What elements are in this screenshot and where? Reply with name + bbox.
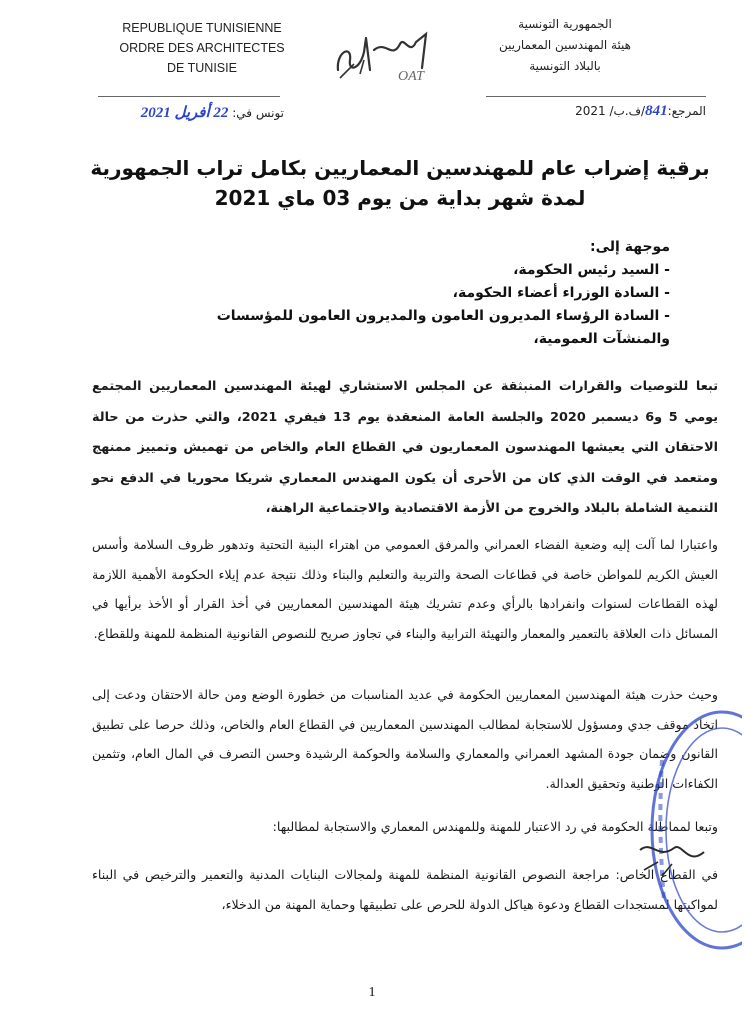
addressees-block	[150, 236, 670, 351]
signature-oat-text: OAT	[398, 69, 424, 84]
header-arabic-block	[470, 14, 660, 77]
header-fr-line-1: REPUBLIQUE TUNISIENNE	[122, 21, 282, 35]
header-rule-left	[98, 96, 280, 97]
document-title-line-1: برقية إضراب عام للمهندسين المعماريين بكامل تراب الجمهورية	[90, 156, 710, 180]
header-ar-line-2: هيئة المهندسين المعماريين	[498, 38, 632, 52]
body-paragraph-1: تبعا للتوصيات والقرارات المنبثقة عن المجلس الاستشاري لهيئة المهندسين المعماريين المجتمع يومي 5 و6 ديسمبر 2020 والجلسة العامة المنعقدة يوم 13 فيفري 2021، والتي حذرت من حالة الاحتقان التي يعيشها المهندسون المعماريون في القطاع العام والخاص من تهميش وتمييز ممنهج ومتعمد في الوقت الذي كان من الأحرى أن يكون المهندس المعماري شريكا محوريا في الدفع نحو التنمية الشاملة بالبلاد والخروج من الأزمة الاقتصادية والاجتماعية الراهنة،	[92, 379, 719, 516]
body-paragraph-4: وتبعا لمماطلة الحكومة في رد الاعتبار للمهنة وللمهندس المعماري والاستجابة لمطالبها:	[272, 819, 718, 834]
body-paragraph-5: في القطاع الخاص: مراجعة النصوص القانونية المنظمة للمهنة ولمجالات البنايات المدنية والتعمير والترخيص في البناء لمواكبتها لمستجدات القطاع ودعوة هياكل الدولة للحرص على تطبيقها وحماية المهنة من الدخلاء،	[92, 867, 718, 912]
reference-number: 841	[645, 103, 668, 119]
official-stamp	[622, 700, 742, 960]
addressee-item: - السادة الوزراء أعضاء الحكومة،	[452, 285, 670, 301]
header-fr-line-2: ORDRE DES ARCHITECTES	[119, 41, 285, 55]
reference-line	[506, 103, 706, 120]
reference-suffix: /ف.ب/ 2021	[575, 104, 646, 118]
signature-scribble	[330, 30, 440, 85]
header-ar-line-1: الجمهورية التونسية	[518, 17, 612, 31]
header-fr-line-3: DE TUNISIE	[167, 61, 237, 75]
body-paragraph-2: واعتبارا لما آلت إليه وضعية الفضاء العمراني والمرفق العمومي من اهتراء البنية التحتية وتدهور ظروف السلامة وأسس العيش الكريم للمواطن خاصة في قطاعات الصحة والتربية والتعليم والبناء وذلك نتيجة عدم إيلاء الحكومة الأهمية اللازمة لهذه القطاعات لسنوات وانفرادها بالرأي وعدم تشريك هيئة المهندسين المعماريين في أخذ القرار أو الأخذ برأيها في المسائل ذات العلاقة بالتعمير والمعمار والتهيئة الترابية والبناء في تجاوز صريح للنصوص القانونية المنظمة للمهنة وللقطاع.	[92, 537, 718, 641]
page-number: 1	[368, 985, 376, 1000]
header-rule-right	[486, 96, 706, 97]
document-title-line-2: لمدة شهر بداية من يوم 03 ماي 2021	[214, 186, 586, 210]
addressees-heading: موجهة إلى:	[590, 239, 670, 255]
body-paragraph-3: وحيث حذرت هيئة المهندسين المعماريين الحكومة في عديد المناسبات من خطورة الوضع ومن حالة الاحتقان ودعت إلى اتخاذ موقف جدي ومسؤول للاستجابة لمطالب المهندسين المعماريين في القطاع العام والخاص، وذلك حرصا على تطبيق القانون وضمان جودة المشهد العمراني والمعماري والسلامة والحوكمة الرشيدة وحسن التصرف في المال العام، وتثمين الكفاءات الوطنية وتحقيق العدالة.	[92, 687, 718, 791]
date-line	[84, 103, 284, 122]
header-ar-line-3: بالبلاد التونسية	[529, 59, 601, 73]
header-french-block	[112, 18, 292, 78]
date-value: 22 أفريل 2021	[140, 105, 229, 121]
addressee-item: - السادة الرؤساء المديرون العامون والمديرون العامون للمؤسسات والمنشآت العمومية،	[216, 308, 670, 347]
date-prefix: تونس في:	[232, 106, 284, 120]
addressee-item: - السيد رئيس الحكومة،	[513, 262, 670, 278]
reference-label: المرجع:	[667, 104, 706, 118]
